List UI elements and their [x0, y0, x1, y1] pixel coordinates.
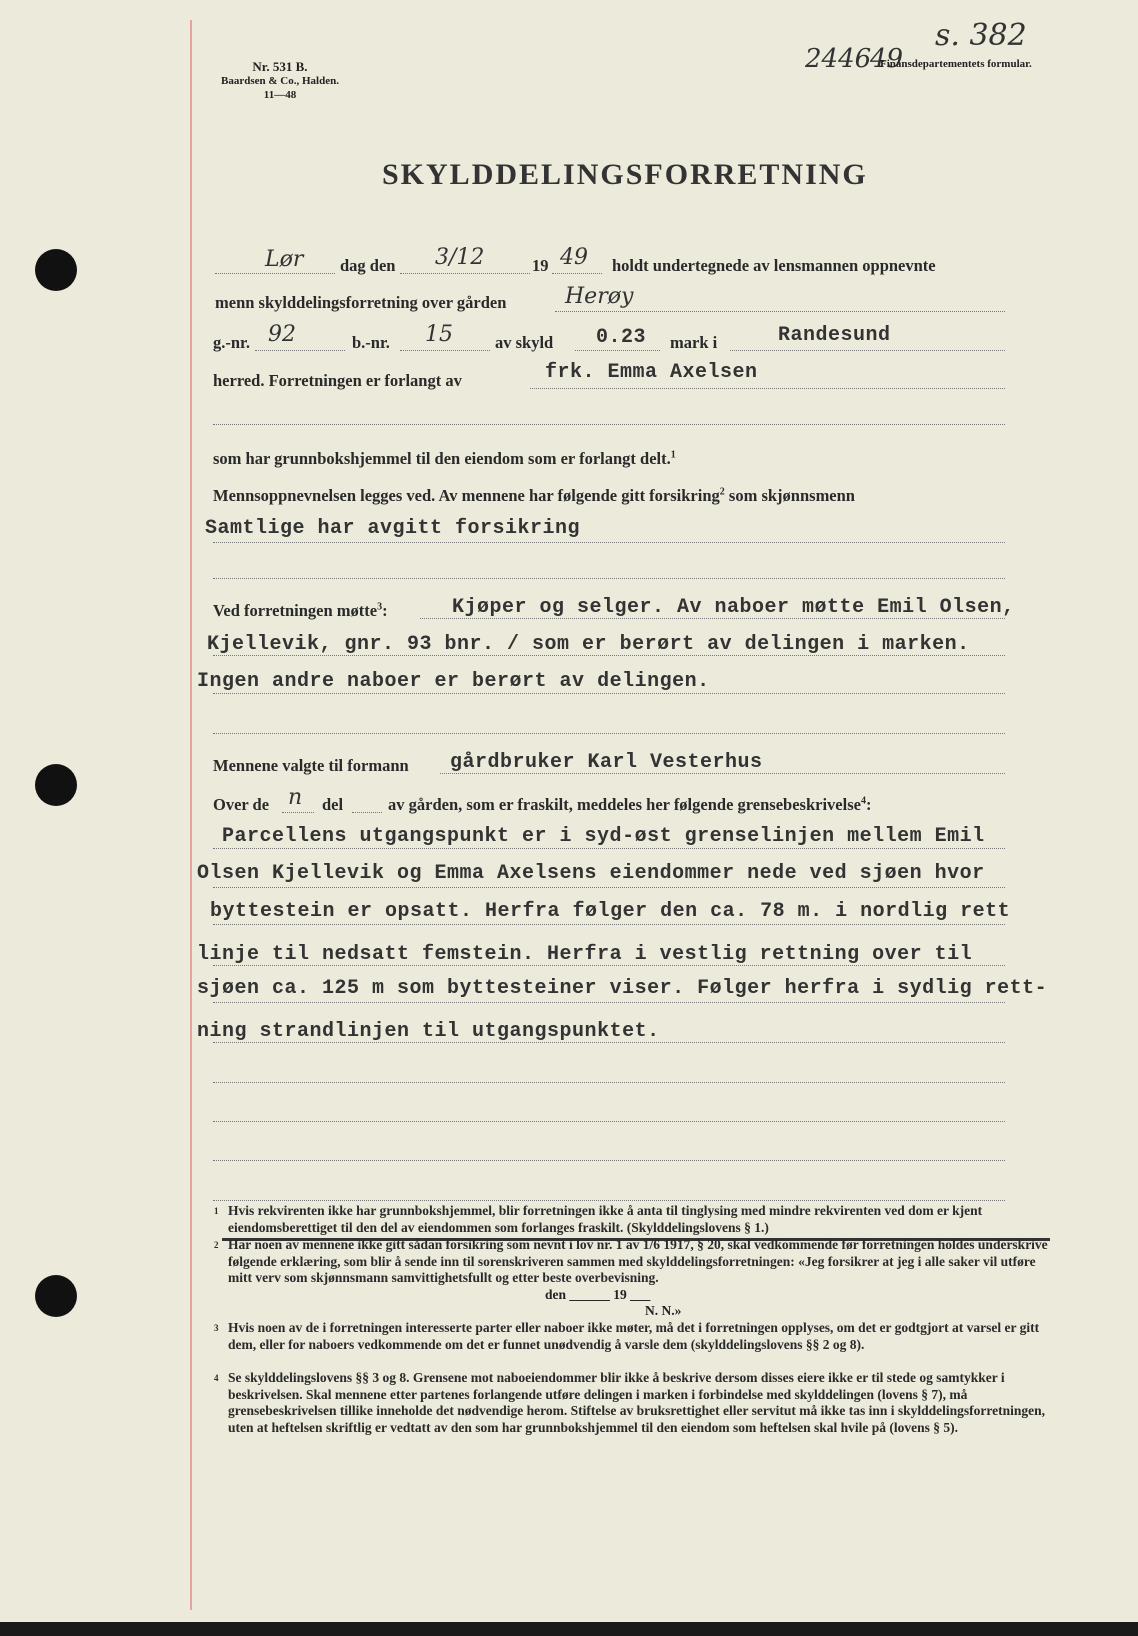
footnote: 1 Hvis rekvirenten ikke har grunnbokshjemmel, blir forretningen ikke å anta til tinglysing med mindre rekvirenten ved dom er kjent eiendomsberettiget til den del av eiendommen som forlanges fraskilt. (Skylddelingslovens § 1.): [214, 1203, 983, 1235]
label: som skjønnsmenn: [728, 486, 855, 505]
footnote-date-line: den ______ 19 ___: [545, 1287, 651, 1302]
boundary-line: Olsen Kjellevik og Emma Axelsens eiendommer nede ved sjøen hvor: [197, 862, 985, 885]
date: 3/12: [435, 245, 485, 270]
label: del: [322, 795, 344, 814]
label: som har grunnbokshjemmel til den eiendom som er forlangt delt.$^1$: [213, 449, 676, 468]
municipality: Randesund: [778, 324, 891, 347]
bnr: 15: [425, 322, 453, 347]
label: Over de: [213, 795, 270, 814]
weekday: Lør: [265, 247, 304, 272]
journal-year: 49: [870, 44, 904, 74]
sworn-statement: Samtlige har avgitt forsikring: [205, 517, 581, 540]
label: holdt undertegnede av lensmannen oppnevnte: [612, 256, 936, 275]
label: g.-nr.: [213, 333, 250, 352]
label: menn skylddelingsforretning over gården: [215, 293, 507, 312]
attendee-line: Kjellevik, gnr. 93 bnr. / som er berørt av delingen i marken.: [207, 633, 970, 656]
label: av gården, som er fraskilt, meddeles her følgende grensebeskrivelse: [388, 795, 861, 814]
gnr: 92: [268, 322, 296, 347]
chairman: gårdbruker Karl Vesterhus: [450, 751, 763, 774]
label: herred. Forretningen er forlangt av: [213, 371, 462, 390]
footnote-text: Hvis rekvirenten ikke har grunnbokshjemmel, blir forretningen ikke å anta til tinglysing med mindre rekvirenten ved dom er kjent eiendomsberettiget til den del av eiendommen som forlanges fraskilt. (Skylddelingslovens § 1.): [228, 1203, 983, 1235]
journal-number: 2446: [805, 44, 872, 74]
requester: frk. Emma Axelsen: [545, 361, 758, 384]
boundary-line: Parcellens utgangspunkt er i syd-øst grenselinjen mellem Emil: [222, 825, 985, 848]
label: av gården, som er fraskilt, meddeles her følgende grensebeskrivelse$^4$:: [388, 795, 872, 814]
attendee-line: Kjøper og selger. Av naboer møtte Emil Olsen,: [452, 596, 1015, 619]
ministry-form: Finansdepartementets formular.: [880, 58, 1032, 70]
label: som har grunnbokshjemmel til den eiendom som er forlangt delt.: [213, 449, 671, 468]
label: av skyld: [495, 333, 554, 352]
farm-name: Herøy: [565, 284, 634, 309]
footnote: 3 Hvis noen av de i forretningen interesserte parter eller naboer ikke møter, må det i forretningen opplyses, om det er godtgjort at varsel er gitt dem, eller for naboers vedkommende om det er funnet unødvendig å varsle dem (skylddelingslovens §§ 2 og 8).: [214, 1320, 1040, 1352]
part: n: [288, 785, 303, 810]
boundary-line: sjøen ca. 125 m som byttesteiner viser. Følger herfra i sydlig rett-: [197, 977, 1048, 1000]
footnote-text: Hvis noen av de i forretningen interesserte parter eller naboer ikke møter, må det i forretningen opplyses, om det er godtgjort at varsel er gitt dem, eller for naboers vedkommende om det er funnet unødvendig å varsle dem (skylddelingslovens §§ 2 og 8).: [228, 1320, 1040, 1352]
year: 49: [560, 245, 588, 270]
label: Ved forretningen møtte: [213, 601, 378, 620]
scan-border: [0, 1622, 1138, 1636]
label: Ved forretningen møtte$^3$:: [213, 601, 388, 620]
footnote: 2 Har noen av mennene ikke gitt sådan forsikring som nevnt i lov nr. 1 av 1/6 1917, § 20, skal vedkommende før forretningen holdes underskrive følgende erklæring, som blir å sende inn til sorenskriveren sammen med skylddelingsforretningen: «Jeg forsikrer at jeg i alle saker vil utføre mitt verv som skjønnsmann samvittighetsfullt og etter beste overbevisning.: [214, 1237, 1048, 1285]
footnote-signature: N. N.»: [645, 1303, 682, 1318]
label: 19: [532, 256, 549, 275]
label: Mennsoppnevnelsen legges ved. Av mennene har følgende gitt forsikring: [213, 486, 720, 505]
form-info: [210, 60, 350, 102]
punch-hole: [35, 764, 77, 806]
boundary-line: ning strandlinjen til utgangspunktet.: [197, 1020, 660, 1043]
margin-line: [190, 20, 192, 1610]
label: Mennsoppnevnelsen legges ved. Av mennene har følgende gitt forsikring$^2$ som skjønnsmenn: [213, 486, 855, 505]
punch-hole: [35, 249, 77, 291]
printer: Baardsen & Co., Halden.: [221, 75, 339, 87]
document-title: SKYLDDELINGSFORRETNING: [382, 158, 868, 191]
form-number: Nr. 531 B.: [252, 59, 308, 74]
label: dag den: [340, 256, 396, 275]
footnote-text: Se skylddelingslovens §§ 3 og 8. Grensene mot naboeiendommer blir ikke å beskrive dersom disses eiere ikke er til stede og samtykker i beskrivelsen. Skal mennene etter partenes forlangende utføre delingen i marken i forbindelse med skylddelingen (lovens § 7), må grensebeskrivelsen tillike inneholde det nødvendige herom. Stiftelse av bruksrettighet eller servitut må ikke tas inn i skylddelingsforretningen, uten at heftelsen skriftlig er vedtatt av den som har grunnbokshjemmel til den eiendom som heftelsen skal hvile på (lovens § 5).: [228, 1370, 1046, 1435]
skyld-value: 0.23: [596, 326, 647, 349]
boundary-line: byttestein er opsatt. Herfra følger den ca. 78 m. i nordlig rett: [210, 900, 1011, 923]
attendee-line: Ingen andre naboer er berørt av delingen.: [197, 670, 710, 693]
footnote-text: Har noen av mennene ikke gitt sådan forsikring som nevnt i lov nr. 1 av 1/6 1917, § 20, skal vedkommende før forretningen holdes underskrive følgende erklæring, som blir å sende inn til sorenskriveren sammen med skylddelingsforretningen: «Jeg forsikrer at jeg i alle saker vil utføre mitt verv som skjønnsmann samvittighetsfullt og etter beste overbevisning.: [228, 1237, 1048, 1285]
label: mark i: [670, 333, 718, 352]
label: Mennene valgte til formann: [213, 756, 409, 775]
footnote: 4 Se skylddelingslovens §§ 3 og 8. Grensene mot naboeiendommer blir ikke å beskrive dersom disses eiere ikke er til stede og samtykker i beskrivelsen. Skal mennene etter partenes forlangende utføre delingen i marken i forbindelse med skylddelingen (lovens § 7), må grensebeskrivelsen tillike inneholde det nødvendige herom. Stiftelse av bruksrettighet eller servitut må ikke tas inn i skylddelingsforretningen, uten at heftelsen skriftlig er vedtatt av den som har grunnbokshjemmel til den eiendom som heftelsen skal hvile på (lovens § 5).: [214, 1370, 1046, 1435]
print-date: 11—48: [263, 89, 297, 101]
boundary-line: linje til nedsatt femstein. Herfra i vestlig rettning over til: [197, 943, 973, 966]
punch-hole: [35, 1275, 77, 1317]
label: b.-nr.: [352, 333, 390, 352]
page-reference: s. 382: [935, 18, 1027, 53]
